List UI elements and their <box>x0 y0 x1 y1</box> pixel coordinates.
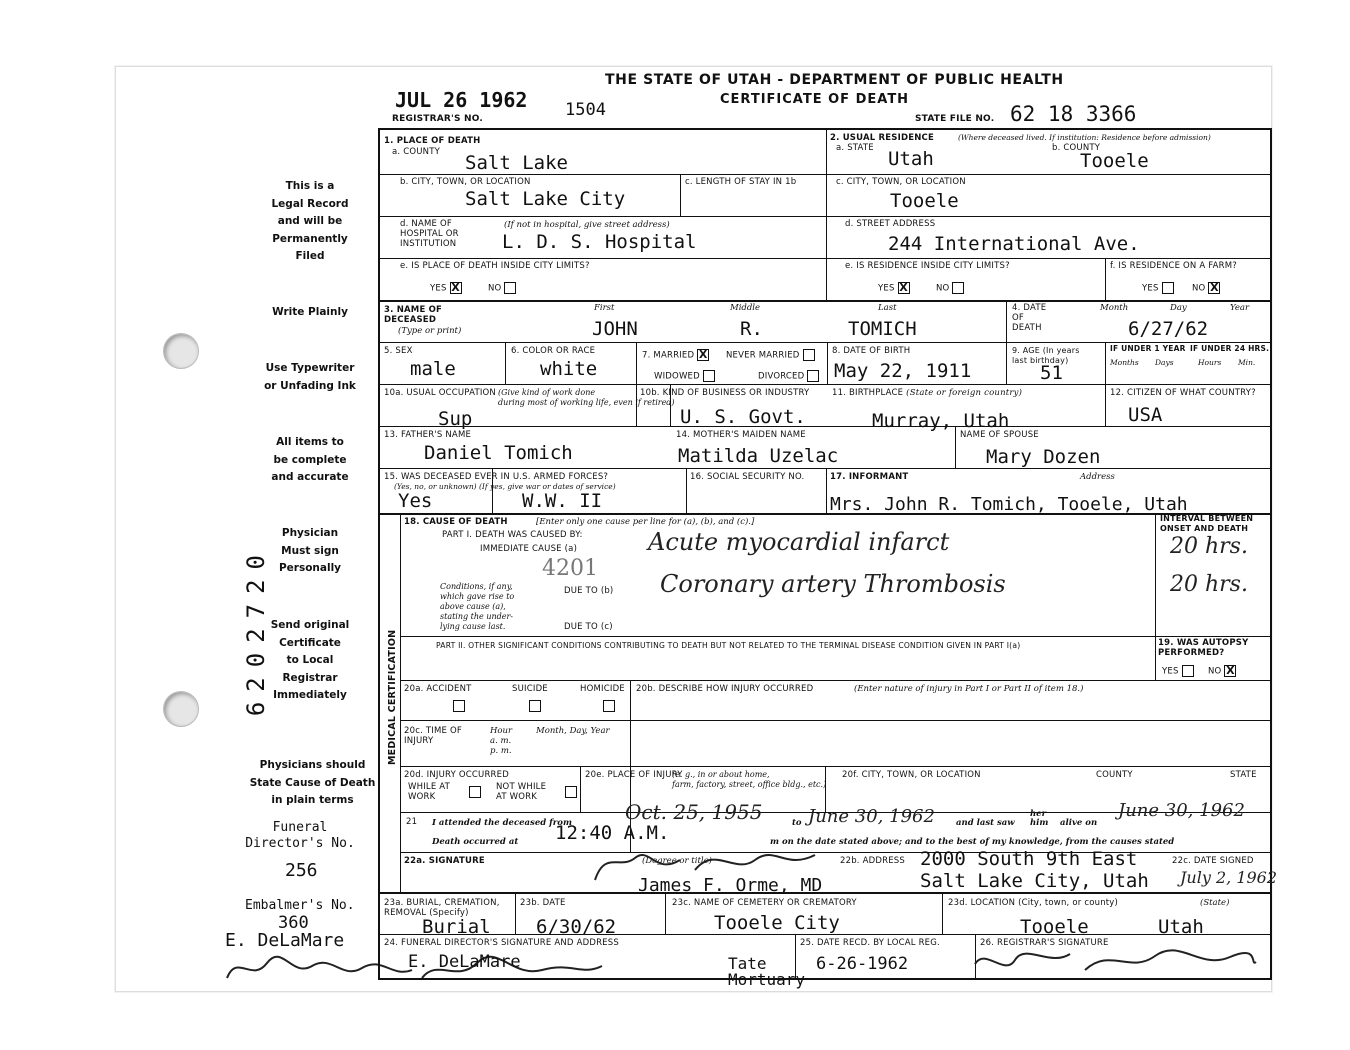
embalmer-no: 360 <box>278 913 309 933</box>
farm-yes-checkbox[interactable] <box>1162 282 1174 294</box>
death-occurred-label: Death occurred at <box>432 837 519 847</box>
inj-county-label: COUNTY <box>1096 770 1133 780</box>
middle-name-value: R. <box>740 318 763 340</box>
res-county-value: Tooele <box>1080 150 1149 172</box>
farm-no-checkbox[interactable]: X <box>1210 281 1219 294</box>
birth-label: 8. DATE OF BIRTH <box>832 346 911 356</box>
hour-label: Hour a. m. p. m. <box>490 726 513 756</box>
res-state-value: Utah <box>888 148 934 170</box>
inside-city-no-checkbox[interactable] <box>504 282 516 294</box>
occupation-note: (Give kind of work done during most of working life, even if retired) <box>498 388 675 407</box>
sex-value: male <box>410 358 456 380</box>
res-city-value: Tooele <box>890 190 959 212</box>
complete-note: All items to be complete and accurate <box>271 436 349 483</box>
place-label: 1. PLACE OF DEATH <box>384 136 481 146</box>
cemetery-label: 23c. NAME OF CEMETERY OR CREMATORY <box>672 898 857 908</box>
burial-date-label: 23b. DATE <box>520 898 566 908</box>
funeral-sig-label: 24. FUNERAL DIRECTOR'S SIGNATURE AND ADDRESS <box>384 938 619 948</box>
last-seen-value: June 30, 1962 <box>1118 800 1245 821</box>
citizen-label: 12. CITIZEN OF WHAT COUNTRY? <box>1110 388 1256 398</box>
residence-note: (Where deceased lived. If institution: Residence before admission) <box>958 133 1211 142</box>
suicide-label: SUICIDE <box>512 684 548 694</box>
mdy-label: Month, Day, Year <box>536 726 610 736</box>
accident-checkbox[interactable] <box>453 700 465 712</box>
citizen-value: USA <box>1128 404 1163 426</box>
attended-label: I attended the deceased from <box>432 818 572 828</box>
last-saw-label: and last saw <box>956 818 1015 828</box>
mother-label: 14. MOTHER'S MAIDEN NAME <box>676 430 806 440</box>
registrar-no: 1504 <box>565 100 606 120</box>
cause-terms-note: Physicians should State Cause of Death in plain terms <box>249 759 376 806</box>
year-label: Year <box>1230 303 1250 313</box>
inside-city-yes-checkbox[interactable]: X <box>451 281 460 294</box>
attended-to-value: June 30, 1962 <box>808 806 935 827</box>
married-label: 7. MARRIED X <box>642 348 708 361</box>
hospital-note: (If not in hospital, give street address) <box>504 220 670 230</box>
min-label: Min. <box>1238 358 1256 367</box>
mortuary-value: Tate Mortuary <box>728 954 806 989</box>
inside-city-label: e. IS PLACE OF DEATH INSIDE CITY LIMITS? <box>400 261 590 271</box>
res-inside-yes: YES X <box>878 281 908 294</box>
county-value: Salt Lake <box>465 152 568 174</box>
recd-label: 25. DATE RECD. BY LOCAL REG. <box>800 938 940 948</box>
homicide-label: HOMICIDE <box>580 684 625 694</box>
registrar-no-label: REGISTRAR'S NO. <box>392 114 484 124</box>
res-inside-label: e. IS RESIDENCE INSIDE CITY LIMITS? <box>845 261 1010 271</box>
signature-label: 22a. SIGNATURE <box>404 856 485 866</box>
cemetery-value: Tooele City <box>714 912 840 934</box>
month-label: Month <box>1100 303 1129 313</box>
burial-value: Burial <box>422 916 491 938</box>
city-label: b. CITY, TOWN, OR LOCATION <box>400 177 531 187</box>
degree-label: (Degree or title) <box>642 856 712 866</box>
city-value: Salt Lake City <box>465 188 626 210</box>
interval-label: INTERVAL BETWEEN ONSET AND DEATH <box>1160 514 1254 533</box>
time-injury-label: 20c. TIME OF INJURY <box>404 726 462 746</box>
homicide-checkbox[interactable] <box>603 700 615 712</box>
under-1-label: IF UNDER 1 YEAR <box>1110 344 1186 353</box>
race-label: 6. COLOR OR RACE <box>511 346 596 356</box>
part1-label: PART I. DEATH WAS CAUSED BY: <box>442 530 583 540</box>
at-work-checkbox[interactable] <box>469 786 481 798</box>
alive-label: alive on <box>1060 818 1098 828</box>
due-c-label: DUE TO (c) <box>564 622 613 632</box>
serial-number: 6202720 <box>242 545 270 717</box>
date-signed-value: July 2, 1962 <box>1180 868 1278 887</box>
spouse-label: NAME OF SPOUSE <box>960 430 1039 440</box>
interval-a-value: 20 hrs. <box>1170 534 1248 559</box>
name-label: 3. NAME OF DECEASED <box>384 305 443 325</box>
first-label: First <box>594 303 615 313</box>
birth-value: May 22, 1911 <box>834 360 972 382</box>
funeral-director-label: Funeral Director's No. <box>245 820 355 851</box>
mother-value: Matilda Uzelac <box>678 445 839 467</box>
ssn-label: 16. SOCIAL SECURITY NO. <box>690 472 805 482</box>
inj-state-label: STATE <box>1230 770 1257 780</box>
divorced-checkbox[interactable] <box>807 370 819 382</box>
loc-state-value: Utah <box>1158 916 1204 938</box>
injury-how-label: 20b. DESCRIBE HOW INJURY OCCURRED <box>636 684 814 694</box>
cause-note: [Enter only one cause per line for (a), (b), and (c).] <box>536 517 755 527</box>
first-name-value: JOHN <box>592 318 638 340</box>
inside-city-yes: YES X <box>430 281 460 294</box>
accident-label: 20a. ACCIDENT <box>404 684 472 694</box>
legal-record-note: This is a Legal Record and will be Permanently Filed <box>271 180 349 262</box>
at-work-label: WHILE AT WORK <box>408 782 451 802</box>
informant-value: Mrs. John R. Tomich, Tooele, Utah <box>830 494 1188 515</box>
date-signed-label: 22c. DATE SIGNED <box>1172 856 1254 866</box>
form-subtitle: CERTIFICATE OF DEATH <box>720 92 910 107</box>
funeral-director-no: 256 <box>285 860 318 881</box>
race-value: white <box>540 358 598 380</box>
location-value: Tooele <box>1020 916 1089 938</box>
autopsy-no-checkbox[interactable]: X <box>1226 664 1235 677</box>
middle-label: Middle <box>730 303 761 313</box>
registrar-signature <box>970 942 1260 978</box>
hospital-label: d. NAME OF HOSPITAL OR INSTITUTION <box>400 219 459 249</box>
her-him-label: her him <box>1030 809 1049 828</box>
day-label: Day <box>1170 303 1187 313</box>
cause-b-value: Coronary artery Thrombosis <box>660 570 1006 598</box>
last-label: Last <box>878 303 897 313</box>
spouse-value: Mary Dozen <box>986 446 1101 468</box>
loc-state-label: (State) <box>1200 898 1230 908</box>
punch-hole <box>163 333 199 369</box>
not-at-work-checkbox[interactable] <box>565 786 577 798</box>
embalmer-name: E. DeLaMare <box>225 930 345 951</box>
form-title: THE STATE OF UTAH - DEPARTMENT OF PUBLIC HEALTH <box>605 72 1064 88</box>
cause-a-value: Acute myocardial infarct <box>648 528 950 556</box>
father-label: 13. FATHER'S NAME <box>384 430 472 440</box>
armed-label: 15. WAS DECEASED EVER IN U.S. ARMED FORCES? <box>384 472 609 482</box>
res-county-label: b. COUNTY <box>1052 143 1101 153</box>
suicide-checkbox[interactable] <box>529 700 541 712</box>
married-checkbox[interactable]: X <box>698 348 708 361</box>
occupation-value: Sup <box>438 408 473 430</box>
divorced-label: DIVORCED <box>758 370 819 382</box>
birthplace-value: Murray, Utah <box>872 410 1010 432</box>
farm-label: f. IS RESIDENCE ON A FARM? <box>1110 261 1237 271</box>
medical-cert-label: MEDICAL CERTIFICATION <box>387 629 398 765</box>
widowed-checkbox[interactable] <box>703 370 715 382</box>
address-value: 2000 South 9th East <box>920 848 1138 870</box>
farm-no: NO X <box>1192 281 1219 294</box>
business-label: 10b. KIND OF BUSINESS OR INDUSTRY <box>640 388 810 398</box>
address2-value: Salt Lake City, Utah <box>920 870 1149 892</box>
sex-label: 5. SEX <box>384 346 413 356</box>
interval-b-value: 20 hrs. <box>1170 572 1248 597</box>
never-married-label: NEVER MARRIED <box>726 349 815 361</box>
occupation-label: 10a. USUAL OCCUPATION <box>384 388 496 398</box>
conditions-label: Conditions, if any, which gave rise to above cause (a), stating the under- lying cause last. <box>440 582 515 631</box>
armed-value: Yes <box>398 490 433 512</box>
injury-occurred-label: 20d. INJURY OCCURRED <box>404 770 509 780</box>
disease-code: 4201 <box>542 556 598 581</box>
res-inside-yes-checkbox[interactable]: X <box>899 281 908 294</box>
street-label: d. STREET ADDRESS <box>845 219 936 229</box>
address-label: Address <box>1080 472 1115 482</box>
inj-city-label: 20f. CITY, TOWN, OR LOCATION <box>842 770 981 780</box>
time-death-value: 12:40 A.M. <box>555 822 670 844</box>
never-married-checkbox[interactable] <box>803 349 815 361</box>
place-injury-label: 20e. PLACE OF INJURY <box>585 770 683 780</box>
stay-label: c. LENGTH OF STAY IN 1b <box>685 177 797 187</box>
due-b-label: DUE TO (b) <box>564 586 614 596</box>
father-value: Daniel Tomich <box>424 442 573 464</box>
attended-from-value: Oct. 25, 1955 <box>625 800 763 824</box>
autopsy-no: NO X <box>1208 664 1235 677</box>
registrar-sig-label: 26. REGISTRAR'S SIGNATURE <box>980 938 1109 948</box>
not-at-work-label: NOT WHILE AT WORK <box>496 782 547 802</box>
signer-value: James F. Orme, MD <box>638 875 823 896</box>
months-label: Months <box>1110 358 1139 367</box>
date-death-label: 4. DATE OF DEATH <box>1012 303 1047 333</box>
birthplace-label: 11. BIRTHPLACE (State or foreign country) <box>832 388 1023 398</box>
state-file-label: STATE FILE NO. <box>915 114 995 124</box>
res-city-label: c. CITY, TOWN, OR LOCATION <box>836 177 966 187</box>
under-24-label: IF UNDER 24 HRS. <box>1190 344 1270 353</box>
res-inside-no-checkbox[interactable] <box>952 282 964 294</box>
last-name-value: TOMICH <box>848 318 917 340</box>
send-note: Send original Certificate to Local Registrar Immediately <box>270 619 350 701</box>
age-value: 51 <box>1040 362 1063 384</box>
autopsy-yes: YES <box>1162 665 1194 677</box>
state-label: a. STATE <box>836 143 874 153</box>
age-label: 9. AGE (In years last birthday) <box>1012 346 1080 365</box>
war-value: W.W. II <box>522 490 603 512</box>
informant-label: 17. INFORMANT <box>830 472 909 482</box>
write-plainly-note: Write Plainly <box>272 306 348 318</box>
widowed-label: WIDOWED <box>654 370 715 382</box>
funeral-value: E. DeLaMare <box>408 952 521 972</box>
autopsy-yes-checkbox[interactable] <box>1182 665 1194 677</box>
punch-hole <box>163 691 199 727</box>
recd-value: 6-26-1962 <box>816 954 909 974</box>
farm-yes: YES <box>1142 282 1174 294</box>
address-22-label: 22b. ADDRESS <box>840 856 905 866</box>
received-stamp: JUL 26 1962 <box>395 88 528 112</box>
location-label: 23d. LOCATION (City, town, or county) <box>948 898 1119 908</box>
typewriter-note: Use Typewriter or Unfading Ink <box>264 362 356 392</box>
on-date-label: m on the date stated above; and to the best of my knowledge, from the causes stated <box>770 837 1175 847</box>
armed-note: (Yes, no, or unknown) (If yes, give war or dates of service) <box>394 482 616 491</box>
burial-label: 23a. BURIAL, CREMATION, REMOVAL (Specify) <box>384 898 500 918</box>
hours-label: Hours <box>1198 358 1222 367</box>
res-inside-no: NO <box>936 282 964 294</box>
state-file-no: 62 18 3366 <box>1010 102 1137 126</box>
business-value: U. S. Govt. <box>680 406 806 428</box>
hospital-value: L. D. S. Hospital <box>502 231 697 253</box>
form-grid: 1. PLACE OF DEATH a. COUNTY Salt Lake 2. USUAL RESIDENCE (Where deceased lived. If institution: Residence before admission) a. STATE b. COUNTY Utah Tooele b. CITY, TOWN, OR LOCATION Salt Lake City c. LENGTH OF STAY IN 1b c. CITY, TOWN, OR LOCATION Tooele d. NAME OF HOSPITAL OR INSTITUTION (If not in hospital, give street address) L. D. S. Hospital d. STREET ADDRESS 244 International Ave. e. IS PLACE OF DEATH INSIDE CITY LIMITS? YES X NO e. IS RESIDENCE INSIDE CITY LIMITS? YES X NO f. IS RESIDENCE ON A FARM? YES NO X 3. NAME OF DECEASED (Type or print) First Middle Last JOHN R. TOMICH 4. DATE OF DEATH Month Day Year 6/27/62 5. SEX male 6. COLOR OR RACE white 7. MARRIED X NEVER MARRIED WIDOWED DIVORCED 8. DATE OF BIRTH May 22, 1911 9. AGE (In years last birthday) 51 IF UNDER 1 YEAR IF UNDER 24 HRS. Months Days Hours Min. 10a. USUAL OCCUPATION (Give kind of work done during most of working life, even if retired) Sup 10b. KIND OF BUSINESS OR INDUSTRY U. S. Govt. 11. BIRTHPLACE (State or foreign country) Murray, Utah 12. CITIZEN OF WHAT COUNTRY? USA 13. FATHER'S NAME Daniel Tomich 14. MOTHER'S MAIDEN NAME Matilda Uzelac NAME OF SPOUSE Mary Dozen 15. WAS DECEASED EVER IN U.S. ARMED FORCES? (Yes, no, or unknown) (If yes, give war or dates of service) Yes W.W. II 16. SOCIAL SECURITY NO. 17. INFORMANT Address Mrs. John R. Tomich, Tooele, Utah MEDICAL CERTIFICATION 18. CAUSE OF DEATH [Enter only one cause per line for (a), (b), and (c).] PART I. DEATH WAS CAUSED BY: IMMEDIATE CAUSE (a) Acute myocardial infarct Conditions, if any, which gave rise to above cause (a), stating the under- lying cause last. 4201 DUE TO (b) Coronary artery Thrombosis DUE TO (c) INTERVAL BETWEEN ONSET AND DEATH 20 hrs. 20 hrs. PART II. OTHER SIGNIFICANT CONDITIONS CONTRIBUTING TO DEATH BUT NOT RELATED TO THE TERMINAL DISEASE CONDITION GIVEN IN PART I(a) 19. WAS AUTOPSY PERFORMED? YES NO X 20a. ACCIDENT SUICIDE HOMICIDE 20b. DESCRIBE HOW INJURY OCCURRED (Enter nature of injury in Part I or Part II of item 18.) 20c. TIME OF INJURY Hour a. m. p. m. Month, Day, Year 20d. INJURY OCCURRED WHILE AT WORK NOT WHILE AT WORK 20e. PLACE OF INJURY (e. g., in or about home, farm, factory, street, office bldg., etc.) 20f. CITY, TOWN, OR LOCATION COUNTY STATE 21 I attended the deceased from Oct. 25, 1955 to June 30, 1962 and last saw her him alive on June 30, 1962 Death occurred at 12:40 A.M. m on the date stated above; and to the best of my knowledge, from the causes stated 22a. SIGNATURE (Degree or title) James F. Orme, MD 22b. ADDRESS 2000 South 9th East Salt Lake City, Utah 22c. DATE SIGNED July 2, 1962 23a. BURIAL, CREMATION, REMOVAL (Specify) Burial 23b. DATE 6/30/62 23c. NAME OF CEMETERY OR CREMATORY Tooele City 23d. LOCATION (City, town, or county) (State) Tooele Utah 24. FUNERAL DIRECTOR'S SIGNATURE AND ADDRESS E. DeLaMare Tate Mortuary 25. DATE RECD. BY LOCAL REG. 6-26-1962 26. REGISTRAR'S SIGNATURE <box>378 128 1272 980</box>
physician-note: Physician Must sign Personally <box>278 527 342 574</box>
part2-label: PART II. OTHER SIGNIFICANT CONDITIONS CONTRIBUTING TO DEATH BUT NOT RELATED TO THE TERMINAL DISEASE CONDITION GIVEN IN PART I(a) <box>436 641 1021 650</box>
street-value: 244 International Ave. <box>888 233 1140 255</box>
cause-label: 18. CAUSE OF DEATH <box>404 517 508 527</box>
immediate-label: IMMEDIATE CAUSE (a) <box>480 544 578 554</box>
burial-date-value: 6/30/62 <box>536 916 617 938</box>
inside-city-no: NO <box>488 282 516 294</box>
days-label: Days <box>1155 358 1174 367</box>
embalmer-label: Embalmer's No. <box>245 898 355 913</box>
autopsy-label: 19. WAS AUTOPSY PERFORMED? <box>1158 638 1249 658</box>
residence-label: 2. USUAL RESIDENCE <box>830 133 934 143</box>
place-injury-note: (e. g., in or about home, farm, factory, street, office bldg., etc.) <box>672 770 827 789</box>
injury-note: (Enter nature of injury in Part I or Part II of item 18.) <box>854 684 1084 694</box>
to-label: to <box>792 818 802 828</box>
date-death-value: 6/27/62 <box>1128 318 1209 340</box>
county-label: a. COUNTY <box>392 147 441 157</box>
name-note: (Type or print) <box>398 326 462 336</box>
